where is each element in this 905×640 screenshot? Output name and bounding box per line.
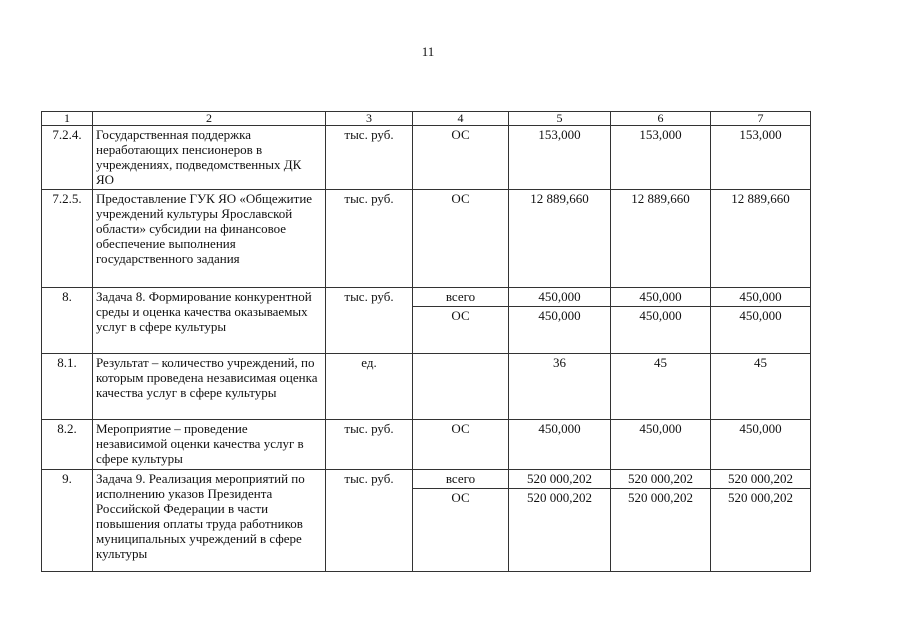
cell-value: 450,000: [639, 289, 682, 304]
value-col7: [711, 288, 811, 354]
row-source: [413, 126, 509, 190]
row-unit: тыс. руб.: [326, 126, 413, 190]
source-value: всего: [445, 289, 476, 304]
value-col5: [509, 354, 611, 420]
cell-value: 520 000,202: [611, 488, 710, 507]
row-name: Мероприятие – проведение независимой оценки качества услуг в сфере культуры: [93, 420, 326, 470]
cell-value: 520 000,202: [509, 488, 610, 507]
value-col6: [611, 126, 711, 190]
source-value: ОС: [451, 421, 470, 436]
row-number: 8.: [42, 288, 93, 354]
row-unit: тыс. руб.: [326, 190, 413, 288]
table-row: [42, 288, 811, 354]
source-value: [413, 354, 508, 356]
value-col7: [711, 126, 811, 190]
table-row: [42, 354, 811, 420]
source-value: ОС: [451, 191, 470, 206]
value-col7: [711, 190, 811, 288]
value-col7: [711, 354, 811, 420]
value-col6: [611, 470, 711, 572]
row-number: 8.1.: [42, 354, 93, 420]
table-row: [42, 126, 811, 190]
row-unit: ед.: [326, 354, 413, 420]
cell-value: 450,000: [739, 421, 782, 436]
row-name: Государственная поддержка неработающих пенсионеров в учреждениях, подведомственных ДК ЯО: [93, 126, 326, 190]
table-row: [42, 420, 811, 470]
source-value: ОС: [451, 127, 470, 142]
cell-value: 12 889,660: [530, 191, 589, 206]
row-source: [413, 190, 509, 288]
row-number: 7.2.5.: [42, 190, 93, 288]
cell-value: 450,000: [611, 306, 710, 325]
cell-value: 520 000,202: [711, 488, 810, 507]
value-col7: [711, 420, 811, 470]
value-col5: [509, 126, 611, 190]
cell-value: 450,000: [739, 289, 782, 304]
source-value: ОС: [413, 306, 508, 325]
header-cell: 2: [93, 112, 326, 126]
header-row: [42, 112, 811, 126]
cell-value: 153,000: [639, 127, 682, 142]
cell-value: 520 000,202: [728, 471, 793, 486]
row-source: [413, 420, 509, 470]
table-row: [42, 470, 811, 572]
cell-value: 450,000: [538, 421, 581, 436]
value-col5: [509, 470, 611, 572]
value-col7: [711, 470, 811, 572]
value-col6: [611, 354, 711, 420]
row-source: [413, 354, 509, 420]
cell-value: 153,000: [538, 127, 581, 142]
header-cell: 3: [326, 112, 413, 126]
row-source: [413, 470, 509, 572]
header-cell: 5: [509, 112, 611, 126]
value-col5: [509, 420, 611, 470]
value-col5: [509, 288, 611, 354]
row-name: Результат – количество учреждений, по которым проведена независимая оценка качества услуг в сфере культуры: [93, 354, 326, 420]
header-cell: 4: [413, 112, 509, 126]
cell-value: 45: [754, 355, 767, 370]
cell-value: 450,000: [509, 306, 610, 325]
cell-value: 450,000: [639, 421, 682, 436]
source-value: ОС: [413, 488, 508, 507]
row-number: 8.2.: [42, 420, 93, 470]
value-col6: [611, 190, 711, 288]
row-name: Задача 9. Реализация мероприятий по исполнению указов Президента Российской Федерации в части повышения оплаты труда работников муниципальных учреждений в сфере культуры: [93, 470, 326, 572]
source-value: всего: [445, 471, 476, 486]
row-source: [413, 288, 509, 354]
value-col6: [611, 288, 711, 354]
row-name: Задача 8. Формирование конкурентной среды и оценка качества оказываемых услуг в сфере культуры: [93, 288, 326, 354]
cell-value: 450,000: [711, 306, 810, 325]
header-cell: 7: [711, 112, 811, 126]
header-cell: 6: [611, 112, 711, 126]
page-number: 11: [421, 44, 435, 59]
row-unit: тыс. руб.: [326, 420, 413, 470]
cell-value: 36: [553, 355, 566, 370]
cell-value: 12 889,660: [731, 191, 790, 206]
value-col6: [611, 420, 711, 470]
table-row: [42, 190, 811, 288]
header-cell: 1: [42, 112, 93, 126]
cell-value: 450,000: [538, 289, 581, 304]
row-name: Предоставление ГУК ЯО «Общежитие учреждений культуры Ярославской области» субсидии на финансовое обеспечение выполнения государственного задания: [93, 190, 326, 288]
cell-value: 153,000: [739, 127, 782, 142]
cell-value: 45: [654, 355, 667, 370]
cell-value: 520 000,202: [527, 471, 592, 486]
value-col5: [509, 190, 611, 288]
row-unit: тыс. руб.: [326, 288, 413, 354]
row-number: 9.: [42, 470, 93, 572]
row-unit: тыс. руб.: [326, 470, 413, 572]
cell-value: 520 000,202: [628, 471, 693, 486]
budget-table: [41, 111, 811, 572]
row-number: 7.2.4.: [42, 126, 93, 190]
cell-value: 12 889,660: [631, 191, 690, 206]
